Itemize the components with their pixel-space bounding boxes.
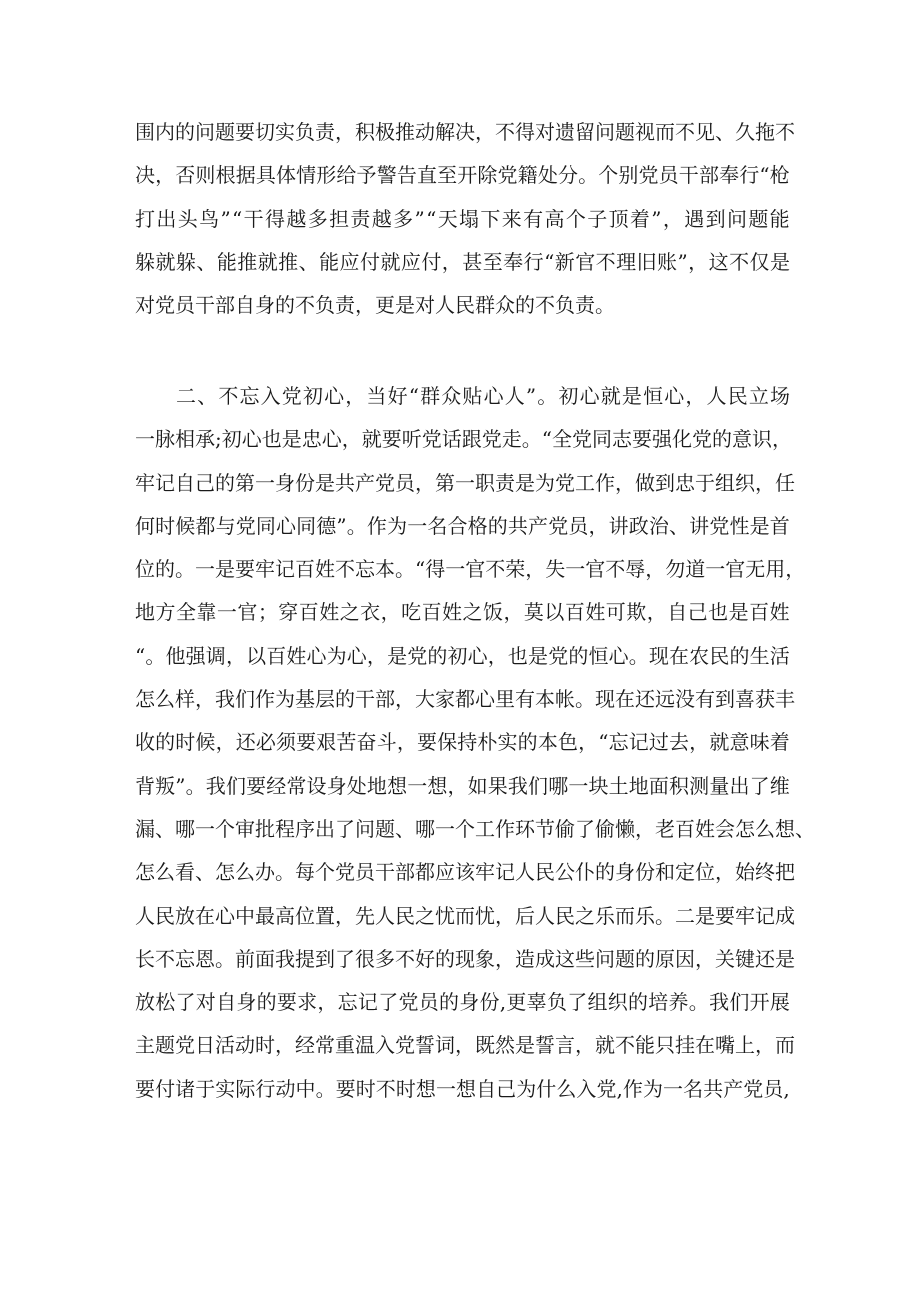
paragraph-line: 打 出 头 鸟 ” “ 干 得 越 多 担 责 越 多 ” “ 天 塌 下 来 有 高 个 子 顶 着 ” ， 遇 到 问 题 能 (135, 206, 790, 231)
paragraph-line: 牢 记 自 己 的 第 一 身 份 是 共 产 党 员 ， 第 一 职 责 是 为 党 工 作 ， 做 到 忠 于 组 织 ， 任 (135, 470, 795, 495)
paragraph-line: 地 方 全 靠 一 官 ； 穿 百 姓 之 衣 ， 吃 百 姓 之 饭 ， 莫 以 百 姓 可 欺 ， 自 己 也 是 百 姓 (135, 600, 790, 625)
paragraph-line: 背 叛 ” 。 我 们 要 经 常 设 身 处 地 想 一 想 ， 如 果 我 们 哪 一 块 土 地 面 积 测 量 出 了 维 (135, 773, 790, 798)
paragraph-line: 怎 么 样 ， 我 们 作 为 基 层 的 干 部 ， 大 家 都 心 里 有 本 帐 。 现 在 还 远 没 有 到 喜 获 丰 (135, 687, 795, 712)
paragraph-line: 决 ， 否 则 根 据 具 体 情 形 给 予 警 告 直 至 开 除 党 籍 处 分 。 个 别 党 员 干 部 奉 行 “ 枪 (135, 163, 790, 188)
paragraph-line: 要 付 诸 于 实 际 行 动 中 。 要 时 不 时 想 一 想 自 己 为 什 么 入 党 , 作 为 一 名 共 产 党 员 , (135, 1076, 790, 1101)
paragraph-line: 二 、 不 忘 入 党 初 心 ， 当 好 “ 群 众 贴 心 人 ” 。 初 心 就 是 恒 心 ， 人 民 立 场 (176, 384, 790, 408)
paragraph-line: 一 脉 相 承 ; 初 心 也 是 忠 心 ， 就 要 听 党 话 跟 党 走 。 “ 全 党 同 志 要 强 化 党 的 意 识 ， (135, 427, 792, 452)
paragraph-2 (135, 375, 815, 1111)
paragraph-line: 放 松 了 对 自 身 的 要 求 ， 忘 记 了 党 员 的 身 份 , 更 辜 负 了 组 织 的 培 养 。 我 们 开 展 (135, 990, 790, 1015)
paragraph-line: 漏 、 哪 一 个 审 批 程 序 出 了 问 题 、 哪 一 个 工 作 环 节 偷 了 偷 懒 ， 老 百 姓 会 怎 么 想 、 (135, 816, 815, 841)
paragraph-line: 位 的 。 一 是 要 牢 记 百 姓 不 忘 本 。 “ 得 一 官 不 荣 ， 失 一 官 不 辱 ， 勿 道 一 官 无 用 ， (135, 557, 806, 582)
paragraph-line: 长 不 忘 恩 。 前 面 我 提 到 了 很 多 不 好 的 现 象 ， 造 成 这 些 问 题 的 原 因 ， 关 键 还 是 (135, 946, 795, 971)
paragraph-line: 主 题 党 日 活 动 时 ， 经 常 重 温 入 党 誓 词 ， 既 然 是 誓 言 ， 就 不 能 只 挂 在 嘴 上 ， 而 (135, 1033, 795, 1058)
paragraph-line: “ 。 他 强 调 ， 以 百 姓 心 为 心 ， 是 党 的 初 心 ， 也 是 党 的 恒 心 。 现 在 农 民 的 生 活 (135, 643, 790, 668)
paragraph-line: 收 的 时 候 ， 还 必 须 要 艰 苦 奋 斗 ， 要 保 持 朴 实 的 本 色 ， “ 忘 记 过 去 ， 就 意 味 着 (135, 730, 790, 755)
paragraph-1 (135, 111, 795, 327)
paragraph-line: 怎 么 看 、 怎 么 办 。 每 个 党 员 干 部 都 应 该 牢 记 人 民 公 仆 的 身 份 和 定 位 ， 始 终 把 (135, 860, 795, 885)
paragraph-line: 对党员干部自身的不负责，更是对人民群众的不负责。 (135, 293, 615, 318)
paragraph-line: 何 时 候 都 与 党 同 心 同 德 ” 。 作 为 一 名 合 格 的 共 产 党 员 ， 讲 政 治 、 讲 党 性 是 首 (135, 513, 790, 538)
paragraph-line: 躲 就 躲 、 能 推 就 推 、 能 应 付 就 应 付 ， 甚 至 奉 行 “ 新 官 不 理 旧 账 ” ， 这 不 仅 是 (135, 249, 790, 274)
paragraph-line: 人 民 放 在 心 中 最 高 位 置 ， 先 人 民 之 忧 而 忧 ， 后 人 民 之 乐 而 乐 。 二 是 要 牢 记 成 (135, 903, 795, 928)
paragraph-line: 围 内 的 问 题 要 切 实 负 责 ， 积 极 推 动 解 决 ， 不 得 对 遗 留 问 题 视 而 不 见 、 久 拖 不 (135, 120, 795, 144)
